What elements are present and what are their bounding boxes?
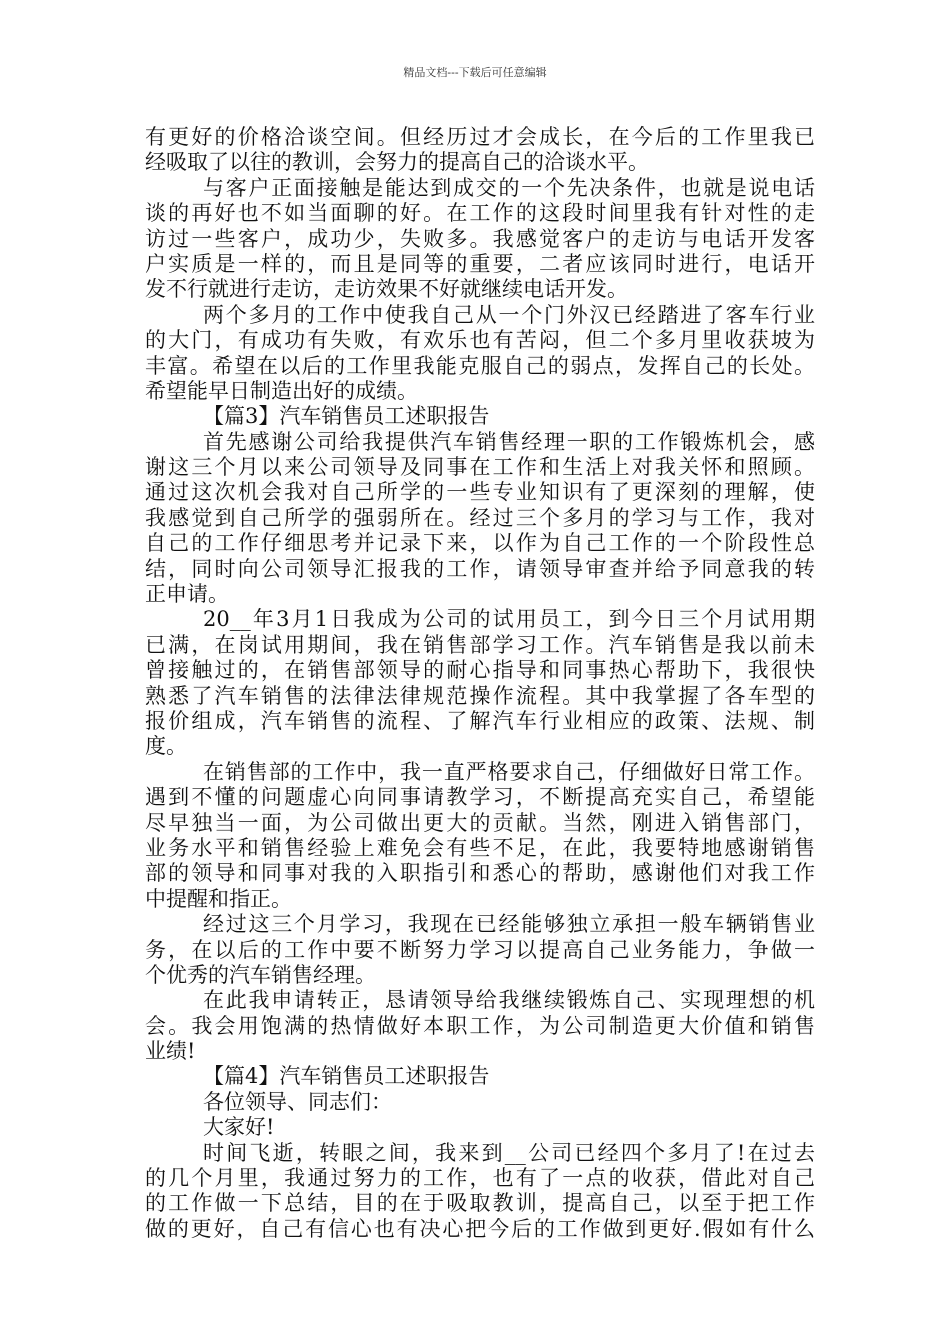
text-line: 自己的工作仔细思考并记录下来，以作为自己工作的一个阶段性总 <box>145 531 815 556</box>
text-line: 在销售部的工作中，我一直严格要求自己，仔细做好日常工作。 <box>203 759 815 784</box>
text-line: 时间飞逝，转眼之间，我来到__公司已经四个多月了!在过去 <box>203 1140 815 1165</box>
text-line: 遇到不懂的问题虚心向同事请教学习，不断提高充实自己，希望能 <box>145 785 815 810</box>
text-line: 中提醒和指正。 <box>145 886 292 911</box>
text-line: 报价组成，汽车销售的流程、了解汽车行业相应的政策、法规、制 <box>145 708 815 733</box>
text-line: 业绩! <box>145 1039 196 1064</box>
text-line: 部的领导和同事对我的入职指引和悉心的帮助，感谢他们对我工作 <box>145 861 815 886</box>
text-line: 发不行就进行走访，走访效果不好就继续电话开发。 <box>145 277 628 302</box>
text-line: 希望能早日制造出好的成绩。 <box>145 378 418 403</box>
text-line: 【篇3】汽车销售员工述职报告 <box>203 404 490 429</box>
text-line: 做的更好，自己有信心也有决心把今后的工作做到更好.假如有什么 <box>145 1216 815 1241</box>
text-line: 访过一些客户，成功少，失败多。我感觉客户的走访与电话开发客 <box>145 226 815 251</box>
text-line: 首先感谢公司给我提供汽车销售经理一职的工作锻炼机会，感 <box>203 429 815 454</box>
text-line: 曾接触过的，在销售部领导的耐心指导和同事热心帮助下，我很快 <box>145 658 815 683</box>
text-line: 户实质是一样的，而且是同等的重要，二者应该同时进行，电话开 <box>145 251 815 276</box>
document-body <box>145 125 815 1242</box>
text-line: 度。 <box>145 734 187 759</box>
text-line: 熟悉了汽车销售的法律法律规范操作流程。其中我掌握了各车型的 <box>145 683 815 708</box>
text-line: 各位领导、同志们： <box>203 1089 392 1114</box>
text-line: 两个多月的工作中使我自己从一个门外汉已经踏进了客车行业 <box>203 302 815 327</box>
text-line: 的工作做一下总结，目的在于吸取教训，提高自己，以至于把工作 <box>145 1191 815 1216</box>
text-line: 【篇4】汽车销售员工述职报告 <box>203 1064 490 1089</box>
text-line: 20__年3月1日我成为公司的试用员工，到今日三个月试用期 <box>203 607 815 632</box>
text-line: 通过这次机会我对自己所学的一些专业知识有了更深刻的理解，使 <box>145 480 815 505</box>
text-line: 与客户正面接触是能达到成交的一个先决条件，也就是说电话 <box>203 175 815 200</box>
text-line: 的大门，有成功有失败，有欢乐也有苦闷，但二个多月里收获坡为 <box>145 328 815 353</box>
page-header: 精品文档---下载后可任意编辑 <box>403 66 547 79</box>
text-line: 正申请。 <box>145 582 229 607</box>
text-line: 尽早独当一面，为公司做出更大的贡献。当然，刚进入销售部门， <box>145 810 815 835</box>
text-line: 丰富。希望在以后的工作里我能克服自己的弱点，发挥自己的长处。 <box>145 353 815 378</box>
text-line: 结，同时向公司领导汇报我的工作，请领导审查并给予同意我的转 <box>145 556 815 581</box>
text-line: 务，在以后的工作中要不断努力学习以提高自己业务能力，争做一 <box>145 937 815 962</box>
text-line: 在此我申请转正，恳请领导给我继续锻炼自己、实现理想的机 <box>203 988 815 1013</box>
text-line: 大家好! <box>203 1115 275 1140</box>
text-line: 会。我会用饱满的热情做好本职工作，为公司制造更大价值和销售 <box>145 1013 815 1038</box>
text-line: 的几个月里，我通过努力的工作，也有了一点的收获，借此对自己 <box>145 1166 815 1191</box>
text-line: 谈的再好也不如当面聊的好。在工作的这段时间里我有针对性的走 <box>145 201 815 226</box>
text-line: 个优秀的汽车销售经理。 <box>145 962 376 987</box>
text-line: 有更好的价格洽谈空间。但经历过才会成长，在今后的工作里我已 <box>145 125 815 149</box>
text-line: 业务水平和销售经验上难免会有些不足，在此，我要特地感谢销售 <box>145 835 815 860</box>
text-line: 我感觉到自己所学的强弱所在。经过三个多月的学习与工作，我对 <box>145 505 815 530</box>
text-line: 经过这三个月学习，我现在已经能够独立承担一般车辆销售业 <box>203 912 815 937</box>
text-line: 谢这三个月以来公司领导及同事在工作和生活上对我关怀和照顾。 <box>145 455 815 480</box>
text-line: 经吸取了以往的教训，会努力的提高自己的洽谈水平。 <box>145 150 649 175</box>
text-line: 已满，在岗试用期间，我在销售部学习工作。汽车销售是我以前未 <box>145 632 815 657</box>
